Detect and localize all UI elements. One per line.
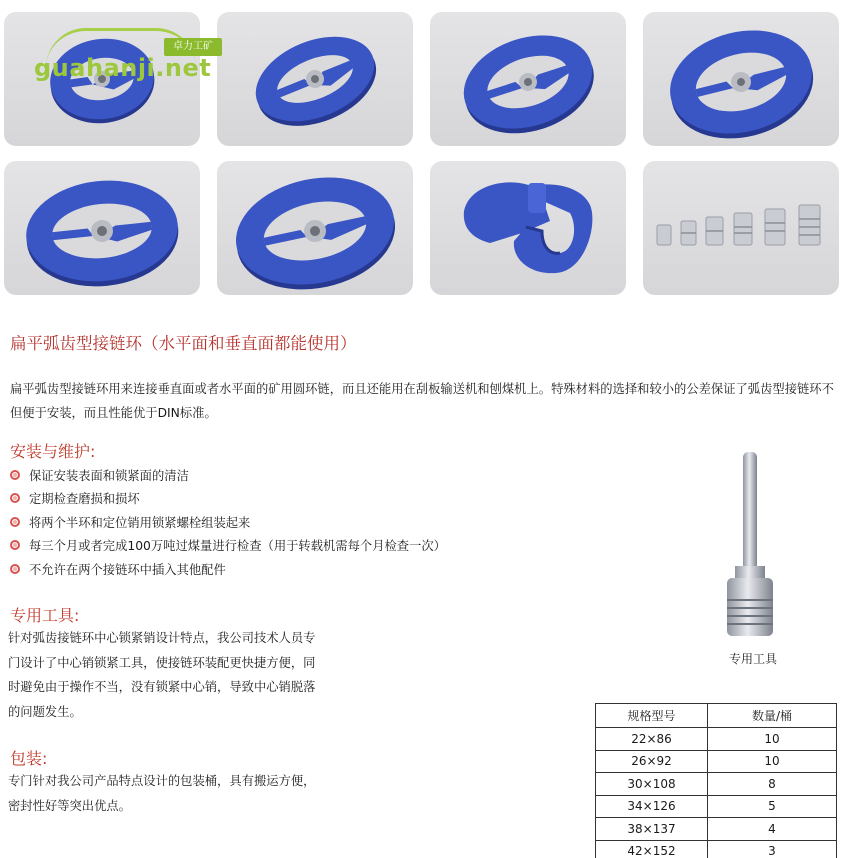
tool-caption: 专用工具	[729, 652, 778, 666]
install-list	[10, 463, 446, 581]
bullet-icon	[10, 470, 20, 480]
table-row: 42×152 3	[596, 840, 837, 858]
table-row: 30×108 8	[596, 773, 837, 796]
table-row: 26×92 10	[596, 750, 837, 773]
spec-table	[595, 703, 837, 858]
chain-connector-photo-7	[430, 161, 626, 295]
list-item: 将两个半环和定位销用锁紧螺栓组装起来	[10, 510, 446, 534]
intro-paragraph: 扁平弧齿型接链环用来连接垂直面或者水平面的矿用圆环链，而且还能用在刮板输送机和刨煤机上。特殊材料的选择和较小的公差保证了弧齿型接链环不但便于安装，而且性能优于DIN标准。	[10, 382, 834, 420]
bullet-icon	[10, 493, 20, 503]
column-header-model: 规格型号	[596, 704, 708, 728]
watermark-text: guahanji.net	[34, 54, 212, 82]
chain-connector-photo-4	[643, 12, 839, 146]
table-row: 34×126 5	[596, 795, 837, 818]
bullet-icon	[10, 517, 20, 527]
list-item: 定期检查磨损和损坏	[10, 487, 446, 511]
list-item: 保证安装表面和锁紧面的清洁	[10, 463, 446, 487]
list-item: 每三个月或者完成100万吨过煤量进行检查（用于转载机需每个月检查一次）	[10, 534, 446, 558]
packing-paragraph: 专门针对我公司产品特点设计的包装桶，具有搬运方便， 密封性好等突出优点。	[8, 774, 316, 813]
chain-connector-photo-3	[430, 12, 626, 146]
special-tool-image	[715, 448, 785, 644]
bullet-icon	[10, 564, 20, 574]
chain-connector-photo-2	[217, 12, 413, 146]
chain-connector-photo-6	[217, 161, 413, 295]
table-header-row	[596, 704, 837, 728]
column-header-quantity: 数量/桶	[708, 704, 837, 728]
page-title: 扁平弧齿型接链环（水平面和垂直面都能使用）	[10, 334, 357, 353]
site-watermark	[30, 28, 220, 88]
install-heading: 安装与维护:	[10, 442, 96, 461]
table-row: 38×137 4	[596, 818, 837, 841]
bullet-icon	[10, 540, 20, 550]
tools-paragraph: 针对弧齿接链环中心锁紧销设计特点，我公司技术人员专 门设计了中心销锁紧工具，使接链环装配更快捷方便，同 时避免由于操作不当，没有锁紧中心销，导致中心销脱落 的问题发生。	[8, 631, 316, 719]
list-item: 不允许在两个接链环中插入其他配件	[10, 557, 446, 581]
locking-pins-photo	[643, 161, 839, 295]
packing-heading: 包装:	[10, 749, 48, 768]
watermark-badge: 卓力工矿	[164, 38, 222, 56]
tools-heading: 专用工具:	[10, 606, 80, 625]
chain-connector-photo-5	[4, 161, 200, 295]
table-row: 22×86 10	[596, 728, 837, 751]
